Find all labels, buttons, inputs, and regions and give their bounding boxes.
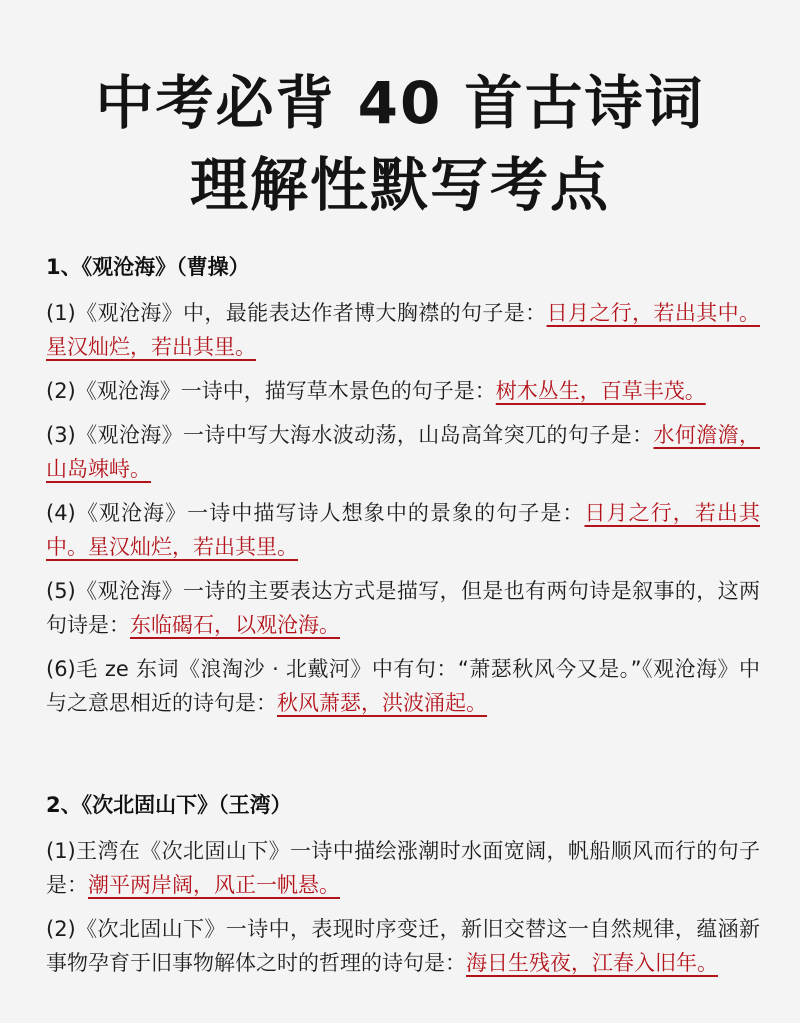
- question-text: (6)毛 ze 东词《浪淘沙 · 北戴河》中有句：“萧瑟秋风今又是。”《观沧海》中与之意思相近的诗句是：: [46, 657, 760, 715]
- question-item: [46, 418, 760, 486]
- question-text: (2)《观沧海》一诗中，描写草木景色的句子是：: [46, 379, 496, 403]
- section-heading: 2、《次北固山下》（王湾）: [46, 793, 292, 817]
- answer-text: 东临碣石，以观沧海。: [130, 613, 340, 637]
- answer-text: 水何澹澹，山岛竦峙。: [46, 423, 760, 481]
- answer-text: 树木丛生，百草丰茂。: [495, 379, 706, 403]
- question-item: [46, 374, 760, 408]
- answer-text: 海日生残夜，江春入旧年。: [466, 951, 718, 975]
- page-title: [0, 62, 800, 226]
- question-item: [46, 652, 760, 720]
- question-text: (5)《观沧海》一诗的主要表达方式是描写，但是也有两句诗是叙事的，这两句诗是：: [46, 579, 760, 637]
- answer-text: 潮平两岸阔，风正一帆悬。: [88, 873, 340, 897]
- title-line-1: 中考必背 40 首古诗词: [95, 69, 705, 137]
- question-item: [46, 834, 760, 902]
- question-text: (2)《次北固山下》一诗中，表现时序变迁，新旧交替这一自然规律，蕴涵新事物孕育于旧事物解体之时的哲理的诗句是：: [46, 917, 760, 975]
- question-item: [46, 574, 760, 642]
- question-item: [46, 296, 760, 364]
- title-line-2: 理解性默写考点: [189, 151, 610, 219]
- question-text: (3)《观沧海》一诗中写大海水波动荡，山岛高耸突兀的句子是：: [46, 423, 654, 447]
- question-text: (1)王湾在《次北固山下》一诗中描绘涨潮时水面宽阔，帆船顺风而行的句子是：: [46, 839, 760, 897]
- section-heading: 1、《观沧海》（曹操）: [46, 255, 250, 279]
- question-item: [46, 496, 760, 564]
- answer-text: 秋风萧瑟，洪波涌起。: [277, 691, 487, 715]
- section-guan-cang-hai: [46, 252, 760, 730]
- answer-text: 日月之行，若出其中。星汉灿烂，若出其里。: [46, 501, 761, 559]
- question-text: (4)《观沧海》一诗中描写诗人想象中的景象的句子是：: [46, 501, 585, 525]
- question-item: [46, 912, 760, 980]
- answer-text: 日月之行，若出其中。星汉灿烂，若出其里。: [46, 301, 761, 359]
- question-text: (1)《观沧海》中，最能表达作者博大胸襟的句子是：: [46, 301, 547, 325]
- section-ci-bei-gu-shan-xia: [46, 790, 760, 990]
